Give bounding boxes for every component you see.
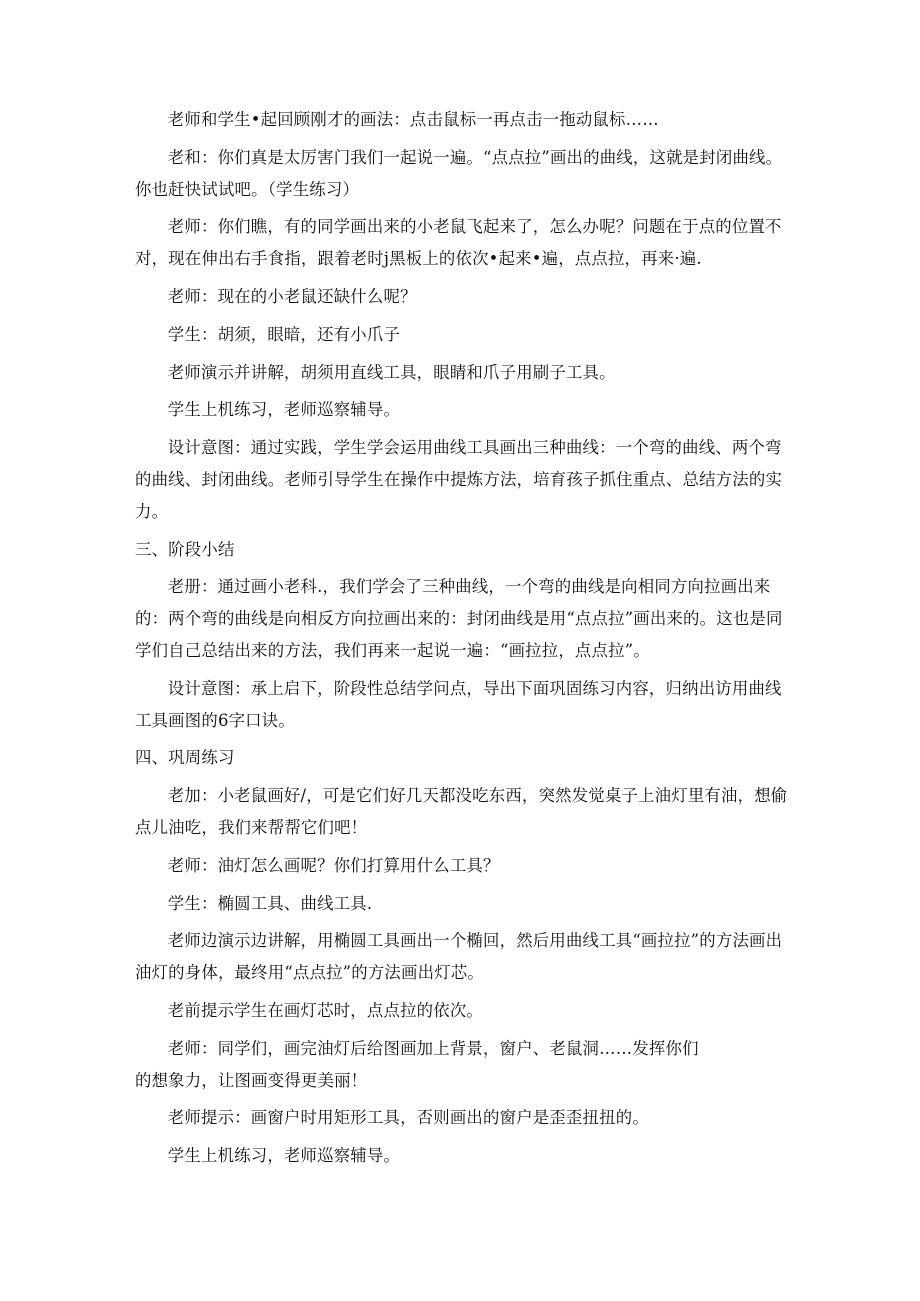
design-intent-paragraph: 设计意图：通过实践，学生学会运用曲线工具画出三种曲线：一个弯的曲线、两个弯的曲线、封闭曲线。老师引导学生在操作中提炼方法，培育孩子抓住重点、总结方法的实力。 bbox=[135, 438, 783, 521]
design-intent-paragraph: 设计意图：承上启下，阶段性总结学问点，导出下面巩固练习内容，归纳出访用曲线工具画图的6字口诀。 bbox=[135, 678, 782, 730]
paragraph: 学生上机练习，老师巡察辅导。 bbox=[167, 400, 401, 420]
paragraph: 老加：小老鼠画好/，可是它们好几天都没吃东西，突然发觉桌子上油灯里有油，想偷点儿油吃，我们来帮帮它们吧！ bbox=[135, 786, 788, 837]
paragraph: 学生：椭圆工具、曲线工具. bbox=[167, 893, 373, 913]
paragraph: 老册：通过画小老科.，我们学会了三种曲线，一个弯的曲线是向相同方向拉画出来的：两个弯的曲线是向相反方向拉画出来的：封闭曲线是用“点点拉”画出来的。这也是同学们自己总结出来的方法，我们再来一起说一遍：“画拉拉，点点拉”。 bbox=[135, 577, 783, 660]
paragraph: 老师边演示边讲解，用椭圆工具画出一个椭回，然后用曲线工具“画拉拉”的方法画出油灯的身体，最终用“点点拉”的方法画出灯芯。 bbox=[135, 931, 783, 983]
paragraph-continuation: 的想象力，让图画变得更美丽！ bbox=[135, 1070, 368, 1090]
paragraph: 老师演示并讲解，胡须用直线工具，眼睛和爪子用刷子工具。 bbox=[167, 362, 616, 382]
paragraph: 老师：油灯怎么画呢？你们打算用什么工具？ bbox=[167, 855, 500, 875]
paragraph: 老和：你们真是太厉害门我们一起说一遍。“点点拉”画出的曲线，这就是封闭曲线。你也赶快试试吧。（学生练习） bbox=[135, 147, 783, 199]
paragraph: 老师提示：画窗户时用矩形工具，否则画出的窗户是歪歪扭扭的。 bbox=[167, 1108, 649, 1128]
paragraph: 学生：胡须，眼暗，还有小爪子 bbox=[167, 324, 401, 344]
paragraph: 老师：你们瞧，有的同学画出来的小老鼠飞起来了，怎么办呢？问题在于点的位置不对，现在伸出右手食指，跟着老时j黑板上的依次•起来•遍，点点拉，再来·遍. bbox=[135, 217, 782, 269]
section-heading: 三、阶段小结 bbox=[135, 539, 235, 559]
paragraph: 老前提示学生在画灯芯时，点点拉的依次。 bbox=[167, 1000, 484, 1020]
paragraph: 学生上机练习，老师巡察辅导。 bbox=[167, 1146, 401, 1166]
paragraph: 老师和学生•起回顾刚才的画法：点击鼠标一再点击一拖动鼠标…… bbox=[167, 110, 659, 129]
paragraph: 老师：现在的小老鼠还缺什么呢？ bbox=[167, 286, 417, 306]
section-heading: 四、巩周练习 bbox=[135, 748, 235, 768]
paragraph: 老师：同学们，画完油灯后给图画加上背景，窗户、老鼠洞……发挥你们 bbox=[167, 1038, 699, 1058]
document-body bbox=[135, 104, 790, 1178]
